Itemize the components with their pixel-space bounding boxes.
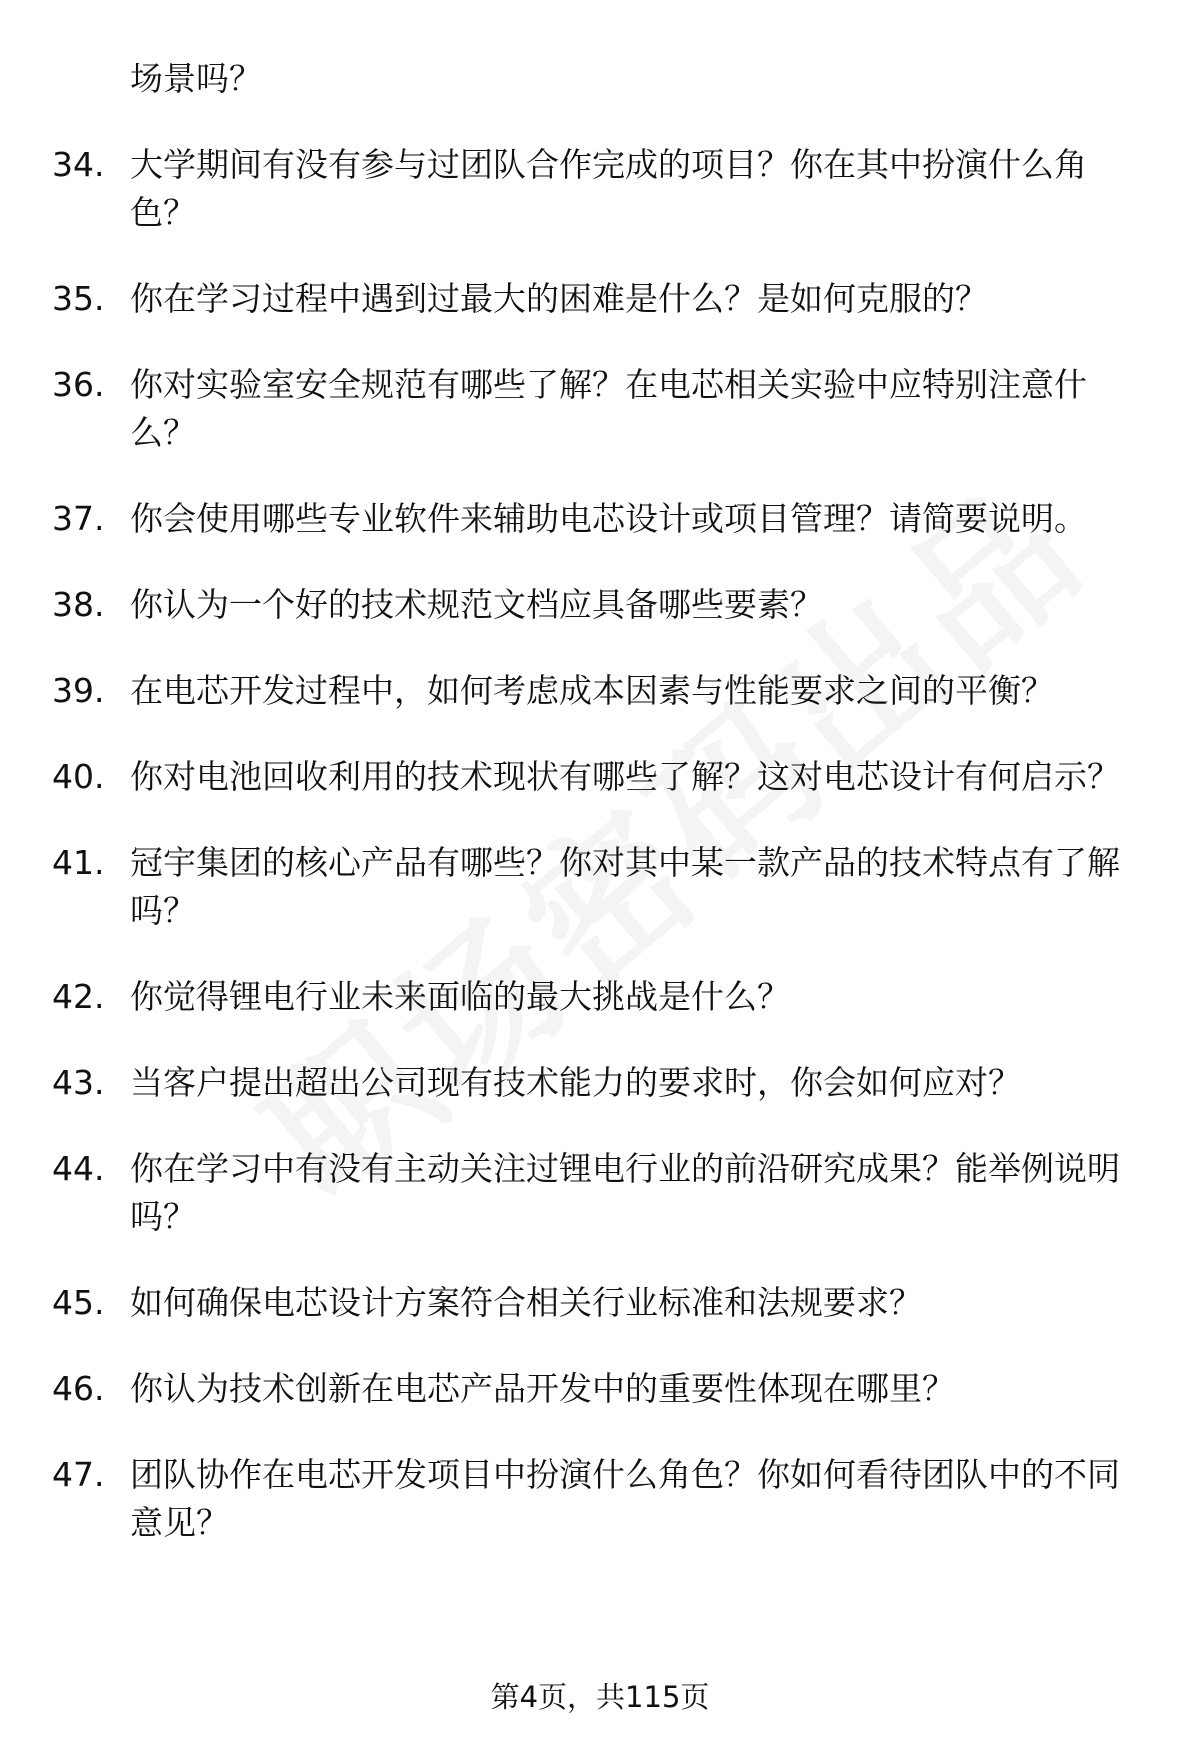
item-text: 你对电池回收利用的技术现状有哪些了解？这对电芯设计有何启示？ xyxy=(130,757,1120,796)
item-text: 冠宇集团的核心产品有哪些？你对其中某一款产品的技术特点有了解吗？ xyxy=(130,843,1120,930)
page-footer: 第4页，共115页 xyxy=(490,1680,710,1714)
continuation-text: 场景吗？ xyxy=(130,59,262,98)
item-number: 45. xyxy=(52,1283,105,1322)
item-text: 你认为技术创新在电芯产品开发中的重要性体现在哪里？ xyxy=(130,1369,955,1408)
list-item xyxy=(52,1059,1152,1107)
item-text: 当客户提出超出公司现有技术能力的要求时，你会如何应对？ xyxy=(130,1063,1021,1102)
item-number: 47. xyxy=(52,1455,105,1494)
item-number: 44. xyxy=(52,1149,105,1188)
list-item xyxy=(52,1365,1152,1413)
list-item xyxy=(52,581,1152,629)
item-number: 34. xyxy=(52,145,105,184)
list-item xyxy=(52,973,1152,1021)
item-number: 46. xyxy=(52,1369,105,1408)
list-item xyxy=(52,141,1152,237)
list-item xyxy=(52,275,1152,323)
question-list xyxy=(52,55,1152,1585)
item-number: 40. xyxy=(52,757,105,796)
list-item xyxy=(52,753,1152,801)
item-text: 大学期间有没有参与过团队合作完成的项目？你在其中扮演什么角色？ xyxy=(130,145,1087,232)
item-text: 你认为一个好的技术规范文档应具备哪些要素？ xyxy=(130,585,823,624)
list-item xyxy=(52,1451,1152,1547)
list-item xyxy=(52,361,1152,457)
item-text: 你会使用哪些专业软件来辅助电芯设计或项目管理？请简要说明。 xyxy=(130,499,1087,538)
list-item xyxy=(52,495,1152,543)
item-number: 35. xyxy=(52,279,105,318)
list-item xyxy=(52,1145,1152,1241)
item-number: 36. xyxy=(52,365,105,404)
list-item xyxy=(52,667,1152,715)
item-number: 38. xyxy=(52,585,105,624)
item-text: 在电芯开发过程中，如何考虑成本因素与性能要求之间的平衡？ xyxy=(130,671,1054,710)
item-text: 如何确保电芯设计方案符合相关行业标准和法规要求？ xyxy=(130,1283,922,1322)
item-number: 43. xyxy=(52,1063,105,1102)
item-text: 你对实验室安全规范有哪些了解？在电芯相关实验中应特别注意什么？ xyxy=(130,365,1087,452)
item-text: 你在学习中有没有主动关注过锂电行业的前沿研究成果？能举例说明吗？ xyxy=(130,1149,1120,1236)
item-number: 37. xyxy=(52,499,105,538)
item-text: 你觉得锂电行业未来面临的最大挑战是什么？ xyxy=(130,977,790,1016)
list-item xyxy=(52,839,1152,935)
item-number: 42. xyxy=(52,977,105,1016)
item-number: 39. xyxy=(52,671,105,710)
item-number: 41. xyxy=(52,843,105,882)
list-item-continuation xyxy=(52,55,1152,103)
list-item xyxy=(52,1279,1152,1327)
item-text: 团队协作在电芯开发项目中扮演什么角色？你如何看待团队中的不同意见？ xyxy=(130,1455,1120,1542)
item-text: 你在学习过程中遇到过最大的困难是什么？是如何克服的？ xyxy=(130,279,988,318)
